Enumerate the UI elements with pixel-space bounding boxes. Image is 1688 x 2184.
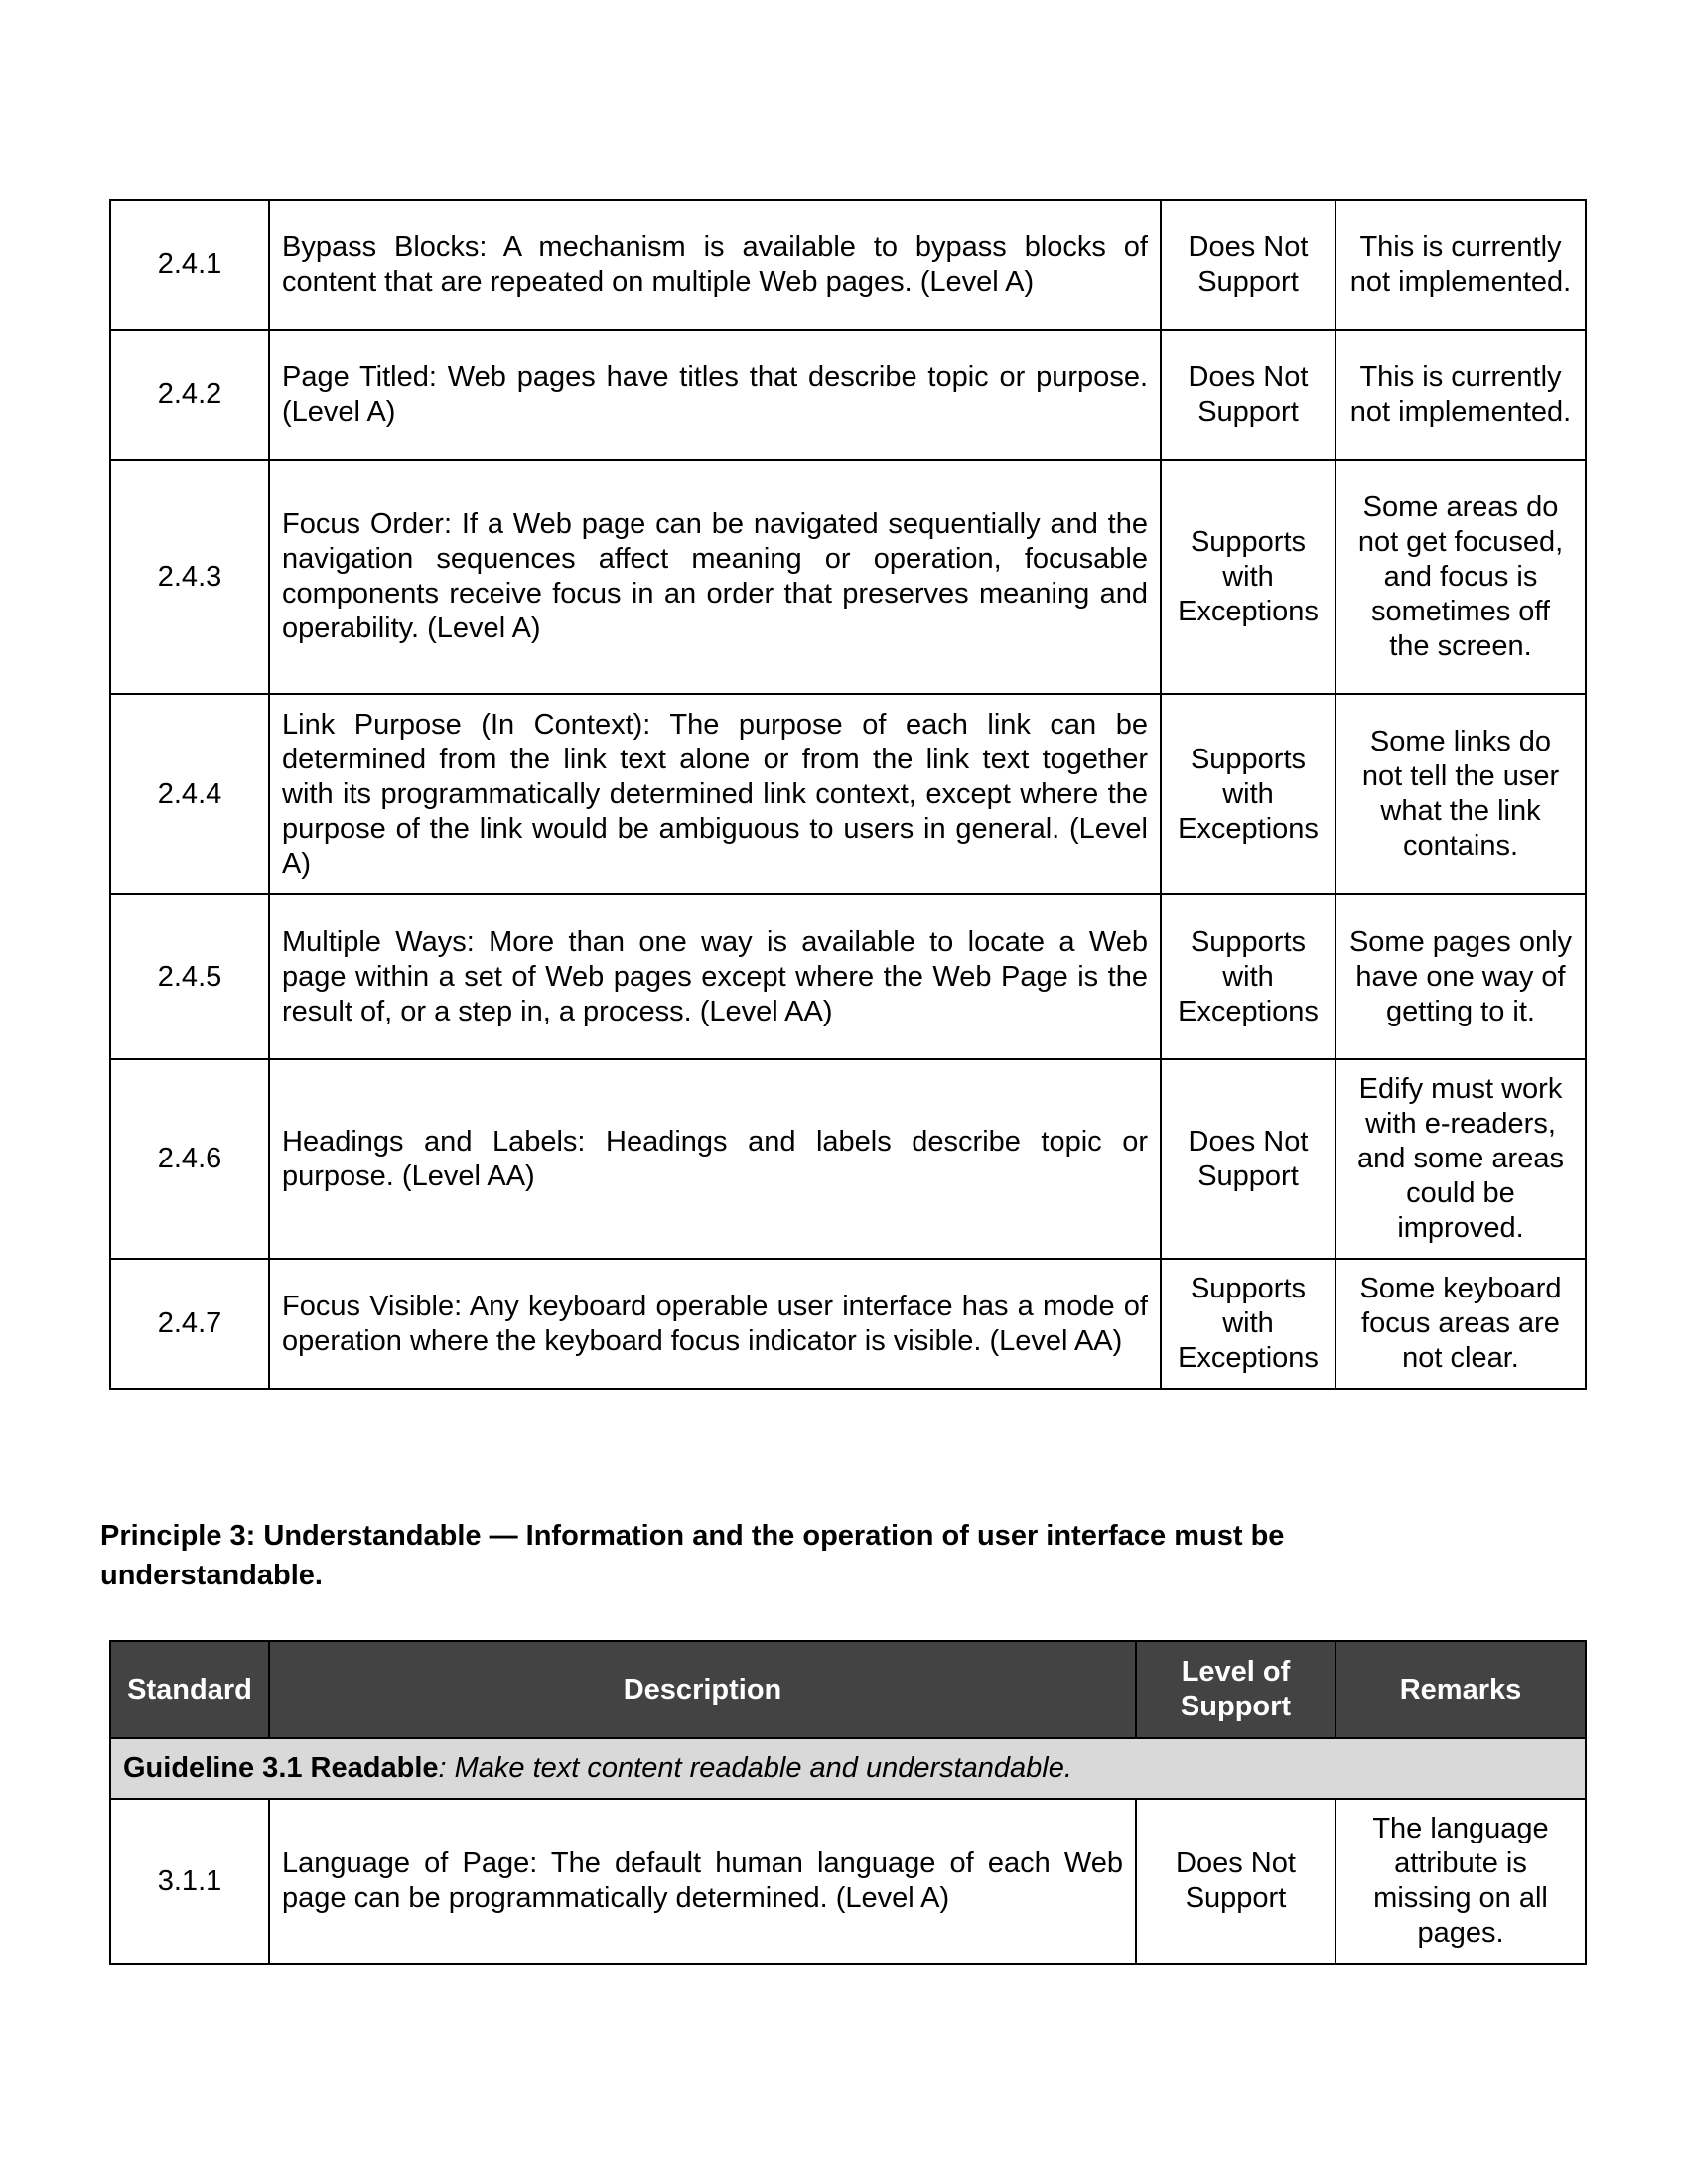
wcag-table-3-1: [109, 1640, 1587, 1965]
standard-cell: 2.4.3: [110, 460, 269, 694]
header-remarks: Remarks: [1336, 1641, 1586, 1738]
description-cell: Language of Page: The default human language of each Web page can be programmatically determined. (Level A): [269, 1799, 1136, 1964]
description-cell: Focus Visible: Any keyboard operable user interface has a mode of operation where the keyboard focus indicator is visible. (Level AA): [269, 1259, 1161, 1389]
level-of-support-cell: Does Not Support: [1136, 1799, 1336, 1964]
table-row: [110, 330, 1586, 460]
table-header-row: [110, 1641, 1586, 1738]
remarks-cell: Some links do not tell the user what the link contains.: [1336, 694, 1586, 894]
description-cell: Focus Order: If a Web page can be navigated sequentially and the navigation sequences affect meaning or operation, focusable components receive focus in an order that preserves meaning and operability. (Level A): [269, 460, 1161, 694]
guideline-description: : Make text content readable and understandable.: [438, 1752, 1072, 1784]
standard-cell: 2.4.4: [110, 694, 269, 894]
description-cell: Multiple Ways: More than one way is available to locate a Web page within a set of Web pages except where the Web Page is the result of, or a step in, a process. (Level AA): [269, 894, 1161, 1059]
header-level-of-support: Level of Support: [1136, 1641, 1336, 1738]
remarks-cell: This is currently not implemented.: [1336, 200, 1586, 330]
standard-cell: 3.1.1: [110, 1799, 269, 1964]
level-of-support-cell: Does Not Support: [1161, 330, 1336, 460]
table-row: [110, 1259, 1586, 1389]
standard-cell: 2.4.6: [110, 1059, 269, 1259]
header-standard: Standard: [110, 1641, 269, 1738]
table-row: [110, 460, 1586, 694]
table-row: [110, 894, 1586, 1059]
table-row: [110, 1059, 1586, 1259]
description-cell: Page Titled: Web pages have titles that describe topic or purpose. (Level A): [269, 330, 1161, 460]
remarks-cell: Edify must work with e-readers, and some areas could be improved.: [1336, 1059, 1586, 1259]
guideline-cell: [110, 1738, 1586, 1799]
description-cell: Link Purpose (In Context): The purpose of each link can be determined from the link text alone or from the link text together with its programmatically determined link context, except where the purpose of the link would be ambiguous to users in general. (Level A): [269, 694, 1161, 894]
level-of-support-cell: Supports with Exceptions: [1161, 460, 1336, 694]
table-row: [110, 1799, 1586, 1964]
level-of-support-cell: Supports with Exceptions: [1161, 1259, 1336, 1389]
guideline-row: [110, 1738, 1586, 1799]
description-cell: Headings and Labels: Headings and labels describe topic or purpose. (Level AA): [269, 1059, 1161, 1259]
wcag-table-2-4: [109, 199, 1587, 1390]
standard-cell: 2.4.5: [110, 894, 269, 1059]
table-row: [110, 200, 1586, 330]
remarks-cell: The language attribute is missing on all pages.: [1336, 1799, 1586, 1964]
guideline-title: Guideline 3.1 Readable: [123, 1752, 439, 1784]
remarks-cell: Some keyboard focus areas are not clear.: [1336, 1259, 1586, 1389]
level-of-support-cell: Supports with Exceptions: [1161, 694, 1336, 894]
level-of-support-cell: Does Not Support: [1161, 1059, 1336, 1259]
level-of-support-cell: Does Not Support: [1161, 200, 1336, 330]
remarks-cell: Some pages only have one way of getting to it.: [1336, 894, 1586, 1059]
standard-cell: 2.4.2: [110, 330, 269, 460]
remarks-cell: Some areas do not get focused, and focus is sometimes off the screen.: [1336, 460, 1586, 694]
header-description: Description: [269, 1641, 1136, 1738]
description-cell: Bypass Blocks: A mechanism is available to bypass blocks of content that are repeated on multiple Web pages. (Level A): [269, 200, 1161, 330]
principle-3-heading: Principle 3: Understandable — Information and the operation of user interface must be understandable.: [100, 1520, 1285, 1591]
table-row: [110, 694, 1586, 894]
standard-cell: 2.4.1: [110, 200, 269, 330]
level-of-support-cell: Supports with Exceptions: [1161, 894, 1336, 1059]
standard-cell: 2.4.7: [110, 1259, 269, 1389]
remarks-cell: This is currently not implemented.: [1336, 330, 1586, 460]
